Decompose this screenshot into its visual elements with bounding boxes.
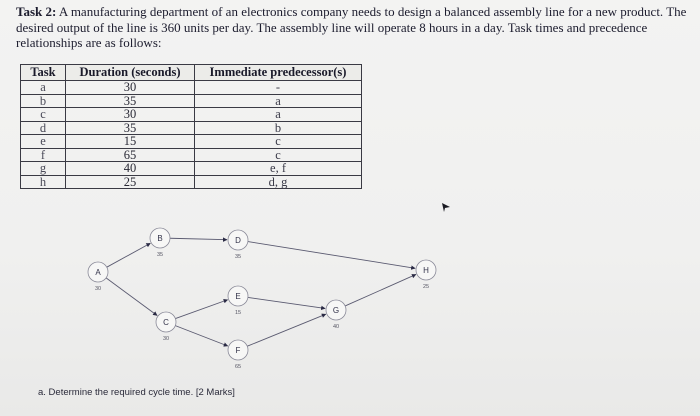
node-duration-c: 30 — [162, 336, 170, 342]
header-task: Task — [21, 65, 66, 81]
cell-task: h — [21, 175, 66, 189]
cell-duration: 35 — [66, 94, 195, 108]
cell-duration: 30 — [66, 108, 195, 122]
node-duration-h: 25 — [422, 284, 430, 290]
node-label-a: A — [95, 268, 101, 277]
cell-task: g — [21, 162, 66, 176]
node-label-e: E — [235, 292, 241, 301]
node-label-c: C — [163, 318, 169, 327]
edge-b-d — [170, 238, 227, 239]
cell-duration: 40 — [66, 162, 195, 176]
cell-duration: 35 — [66, 121, 195, 135]
node-label-d: D — [235, 236, 241, 245]
edge-c-e — [175, 300, 227, 319]
edge-d-h — [248, 242, 415, 269]
cell-predecessor: a — [195, 94, 362, 108]
node-duration-g: 40 — [332, 324, 340, 330]
cell-task: b — [21, 94, 66, 108]
cell-predecessor: a — [195, 108, 362, 122]
cell-task: a — [21, 81, 66, 95]
task-text: A manufacturing department of an electronics company needs to design a balanced assembly line for a new product. The desired output of the line is 360 units per day. The assembly line will operate 8 hours in a day. Task times and precedence relationships are as follows: — [16, 4, 687, 50]
cursor-arrow-icon — [442, 203, 450, 212]
node-label-g: G — [332, 306, 340, 315]
cell-predecessor: c — [195, 135, 362, 149]
cell-task: e — [21, 135, 66, 149]
cell-predecessor: b — [195, 121, 362, 135]
cell-duration: 65 — [66, 148, 195, 162]
edge-c-f — [175, 326, 227, 346]
cell-predecessor: c — [195, 148, 362, 162]
node-duration-e: 15 — [234, 310, 242, 316]
header-duration: Duration (seconds) — [66, 65, 195, 81]
question-a: a. Determine the required cycle time. [2 Marks] — [38, 387, 235, 398]
edge-a-c — [106, 278, 157, 316]
task-label: Task 2: — [16, 4, 57, 19]
node-duration-a: 30 — [94, 286, 102, 292]
node-duration-d: 35 — [234, 254, 242, 260]
node-label-h: H — [423, 266, 429, 275]
edge-e-g — [248, 297, 325, 308]
cell-task: c — [21, 108, 66, 122]
cell-task: d — [21, 121, 66, 135]
edge-g-h — [345, 274, 416, 305]
cell-duration: 15 — [66, 135, 195, 149]
cell-task: f — [21, 148, 66, 162]
header-predecessors: Immediate predecessor(s) — [195, 65, 362, 81]
node-duration-f: 65 — [234, 364, 242, 370]
cell-predecessor: d, g — [195, 175, 362, 189]
cell-predecessor: - — [195, 81, 362, 95]
edge-f-g — [247, 314, 326, 346]
cell-duration: 30 — [66, 81, 195, 95]
node-label-b: B — [157, 234, 163, 243]
edge-a-b — [107, 243, 151, 267]
network-edges — [106, 238, 416, 346]
node-label-f: F — [235, 346, 241, 355]
cell-predecessor: e, f — [195, 162, 362, 176]
cell-duration: 25 — [66, 175, 195, 189]
node-duration-b: 35 — [156, 252, 164, 258]
